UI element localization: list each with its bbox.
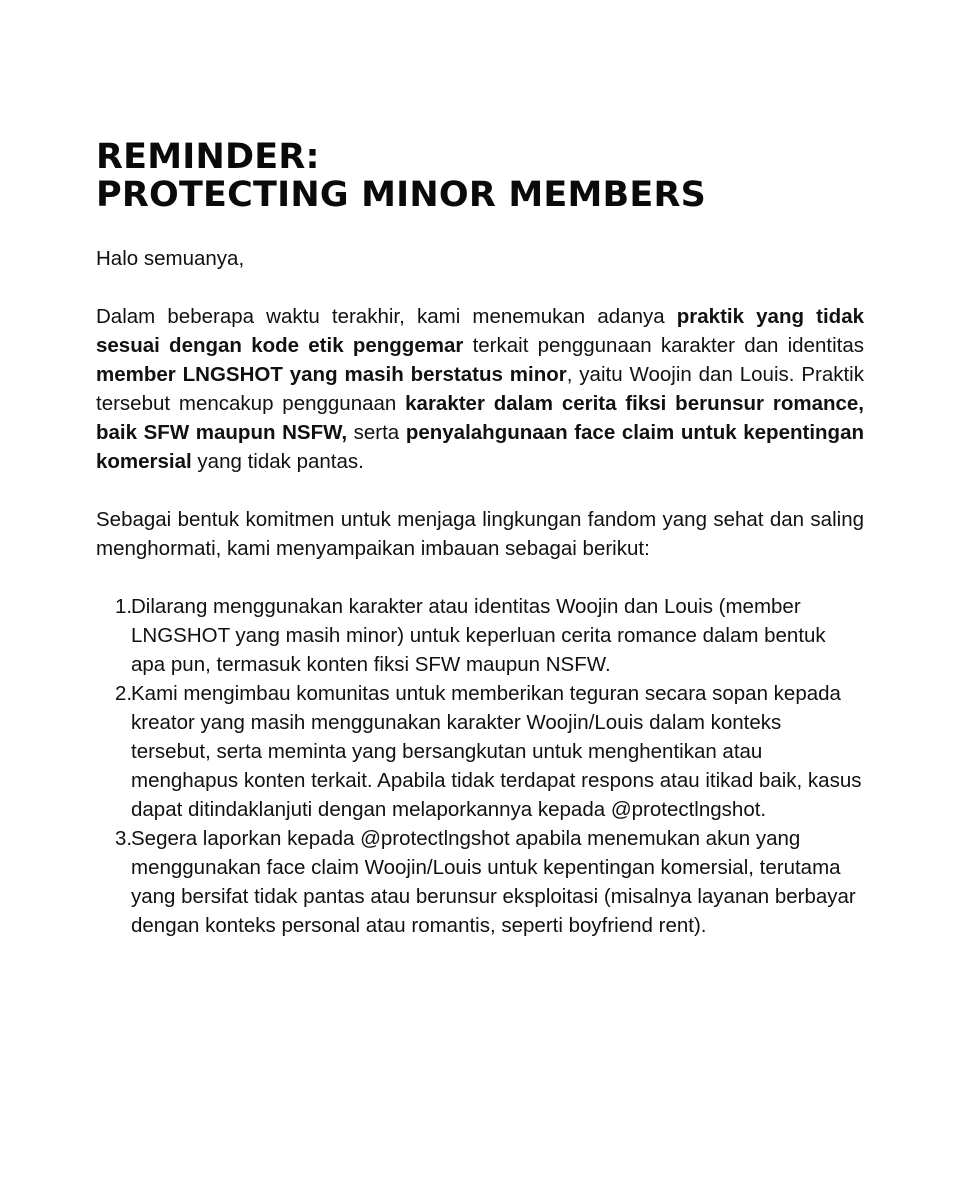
rules-list [96, 592, 864, 940]
list-item-number: 1. [115, 595, 133, 618]
intro-bold-1: praktik yang tidak sesuai dengan kode etik penggemar [96, 305, 865, 357]
intro-text-2: terkait penggunaan karakter dan identitas [463, 334, 864, 357]
intro-bold-2: member LNGSHOT yang masih berstatus minor [96, 363, 567, 386]
list-item-number: 2. [115, 682, 133, 705]
list-item-text: Kami mengimbau komunitas untuk memberikan teguran secara sopan kepada kreator yang masih menggunakan karakter Woojin/Louis dalam konteks tersebut, serta meminta yang bersangkutan untuk menghentikan atau menghapus konten terkait. Apabila tidak terdapat respons atau itikad baik, kasus dapat ditindaklanjuti dengan melaporkannya kepada @protectlngshot. [131, 682, 862, 821]
intro-text-1: Dalam beberapa waktu terakhir, kami menemukan adanya [96, 305, 677, 328]
greeting-text: Halo semuanya, [96, 247, 245, 270]
list-item-text: Dilarang menggunakan karakter atau identitas Woojin dan Louis (member LNGSHOT yang masih minor) untuk keperluan cerita romance dalam bentuk apa pun, termasuk konten fiksi SFW maupun NSFW. [131, 595, 826, 676]
title-line-1: REMINDER: [96, 137, 320, 177]
intro-text-3: , yaitu Woojin dan Louis. Praktik tersebut mencakup penggunaan [96, 363, 864, 415]
list-item [96, 679, 864, 824]
page-title [96, 138, 864, 214]
intro-text-4: serta [347, 421, 406, 444]
list-item-text: Segera laporkan kepada @protectlngshot apabila menemukan akun yang menggunakan face claim Woojin/Louis untuk kepentingan komersial, terutama yang bersifat tidak pantas atau berunsur eksploitasi (misalnya layanan berbayar dengan konteks personal atau romantis, seperti boyfriend rent). [131, 827, 856, 937]
document-page [96, 138, 864, 940]
list-item [96, 592, 864, 679]
intro-bold-3: karakter dalam cerita fiksi berunsur romance, baik SFW maupun NSFW, [96, 392, 864, 444]
list-item [96, 824, 864, 940]
title-line-2: PROTECTING MINOR MEMBERS [96, 175, 707, 215]
intro-bold-4: penyalahgunaan face claim untuk kepentingan komersial [96, 421, 864, 473]
intro-text-5: yang tidak pantas. [191, 450, 364, 473]
intro-paragraph [96, 302, 864, 476]
list-item-number: 3. [115, 827, 133, 850]
commitment-paragraph: Sebagai bentuk komitmen untuk menjaga lingkungan fandom yang sehat dan saling menghormati, kami menyampaikan imbauan sebagai berikut: [96, 508, 864, 560]
